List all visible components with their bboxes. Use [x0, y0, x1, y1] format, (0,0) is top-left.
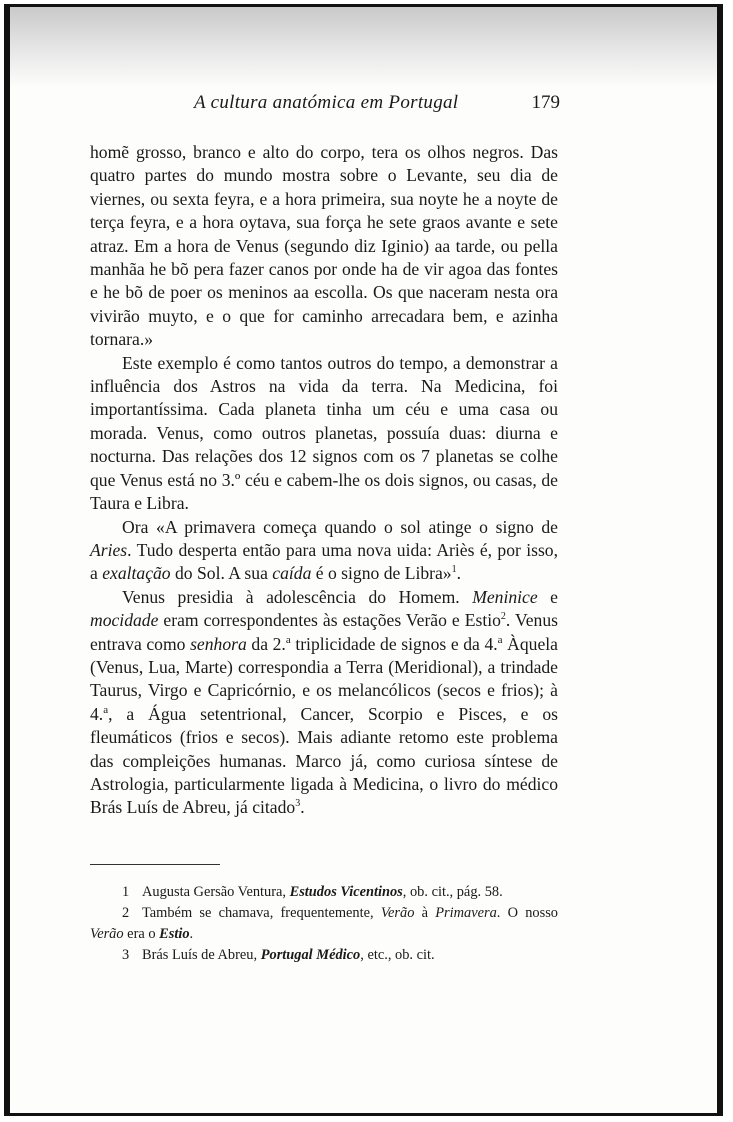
- body-text: [90, 141, 558, 820]
- p3-text-c: . Tudo desperta então para uma nova uida: Ariès é, por isso, a: [90, 539, 558, 584]
- p3-italic-aries: Aries: [90, 539, 128, 560]
- paragraph-4: [90, 586, 558, 820]
- p4-ordinal-a1: a: [285, 633, 291, 646]
- p3-text-e: do Sol. A sua: [170, 563, 273, 584]
- footnote-ref-3: 3: [295, 798, 301, 810]
- p3-italic-exaltacao: exaltação: [102, 563, 171, 584]
- footnote-3: [90, 945, 558, 966]
- p4-text-o: , a Água setentrional, Cancer, Scorpio e Pisces, e os fleumáticos (frios e secos). Mais adiante retomo este problema das compleições humanas. Marco já, como curiosa síntese de Astrologia, particularmente ligada à Medicina, o livro do médico Brás Luís de Abreu, já citado: [90, 703, 558, 818]
- p4-italic-meninice: Meninice: [472, 586, 538, 607]
- paragraph-1: homẽ grosso, branco e alto do corpo, tera os olhos negros. Das quatro partes do mundo mostra sobre o Levante, seu dia de viernes, ou sexta feyra, e a hora primeira, sua noyte he a noyte de terça feyra, e a hora oytava, sua força he sete graos avante e sete atraz. Em a hora de Venus (segundo diz Iginio) aa tarde, ou pella manhãa he bõ pera fazer canos por onde ha de vir agoa das fontes e he bõ de poer os meninos aa escolla. Os que naceram nesta ora vivirão muyto, e o que for caminho arrecadara bem, e azinha tornara.»: [90, 142, 558, 350]
- footnote-2-italic-verao-2: Verão: [90, 926, 124, 942]
- paragraph-2: Este exemplo é como tantos outros do tempo, a demonstrar a influência dos Astros na vida da terra. Na Medicina, foi importantíssima. Cada planeta tinha um céu e uma casa ou morada. Venus, como outros planetas, possuía duas: diurna e nocturna. Das relações dos 12 signos com os 7 planetas se colhe que Venus está no 3.º céu e cabem-lhe os dois signos, ou casas, de Taura e Libra.: [90, 352, 558, 514]
- p4-ordinal-a3: a: [103, 703, 109, 716]
- p4-text-g: . Venus entrava como: [90, 610, 558, 654]
- footnote-2-italic-primavera: Primavera: [435, 905, 497, 921]
- running-head: A cultura anatómica em Portugal: [194, 92, 459, 113]
- p3-text-a: Ora «A primavera começa quando o sol atinge o signo de: [122, 516, 558, 537]
- footnote-2-text-i: .: [189, 926, 194, 942]
- p3-text-i: .: [456, 563, 462, 584]
- footnote-1: [90, 882, 558, 903]
- footnote-3-number: 3: [122, 947, 130, 963]
- paragraph-3: [90, 516, 558, 586]
- footnote-3-text-a: Brás Luís de Abreu,: [142, 947, 261, 963]
- p4-ordinal-a2: a: [497, 633, 503, 646]
- p3-text-g: é o signo de Libra»: [311, 563, 452, 584]
- p4-text-c: e: [537, 586, 558, 607]
- footnote-3-text-c: , etc., ob. cit.: [360, 947, 435, 963]
- footnote-2: [90, 903, 558, 945]
- footnote-1-text-a: Augusta Gersão Ventura,: [142, 884, 290, 900]
- footnote-1-title: Estudos Vicentinos: [289, 884, 403, 900]
- footnotes: [90, 882, 558, 966]
- p4-text-q: .: [300, 797, 305, 818]
- footnote-3-title: Portugal Médico: [260, 947, 361, 963]
- footnote-1-number: 1: [122, 884, 130, 900]
- page-number: 179: [531, 92, 560, 113]
- p4-italic-senhora: senhora: [190, 633, 247, 654]
- footnote-2-text-e: . O nosso: [496, 905, 558, 921]
- footnote-1-text-c: , ob. cit., pág. 58.: [402, 884, 503, 900]
- footnote-2-italic-estio: Estio: [159, 926, 190, 942]
- p4-text-a: Venus presidia à adolescência do Homem.: [122, 586, 473, 607]
- footnote-ref-1: 1: [451, 564, 457, 576]
- footnote-2-number: 2: [122, 905, 130, 921]
- page-header: [90, 92, 560, 118]
- p4-text-k: triplicidade de signos e da 4.: [290, 633, 498, 654]
- footnote-rule: [90, 864, 220, 865]
- scan-shadow: [10, 7, 717, 87]
- p3-italic-caida: caída: [272, 563, 312, 584]
- footnote-2-text-a: Também se chamava, frequentemente,: [142, 905, 381, 921]
- footnote-ref-2: 2: [500, 611, 506, 623]
- footnote-2-text-c: à: [414, 905, 436, 921]
- footnote-2-italic-verao: Verão: [380, 905, 415, 921]
- p4-text-e: eram correspondentes às estações Verão e Estio: [158, 610, 501, 631]
- p4-text-m: Àquela (Venus, Lua, Marte) correspondia a Terra (Meridional), a trindade Taurus, Virgo e Capricórnio, e os melancólicos (secos e frios); à 4.: [90, 633, 558, 724]
- p4-italic-mocidade: mocidade: [90, 610, 159, 631]
- p4-text-i: da 2.: [246, 633, 286, 654]
- footnote-2-text-g: era o: [123, 926, 160, 942]
